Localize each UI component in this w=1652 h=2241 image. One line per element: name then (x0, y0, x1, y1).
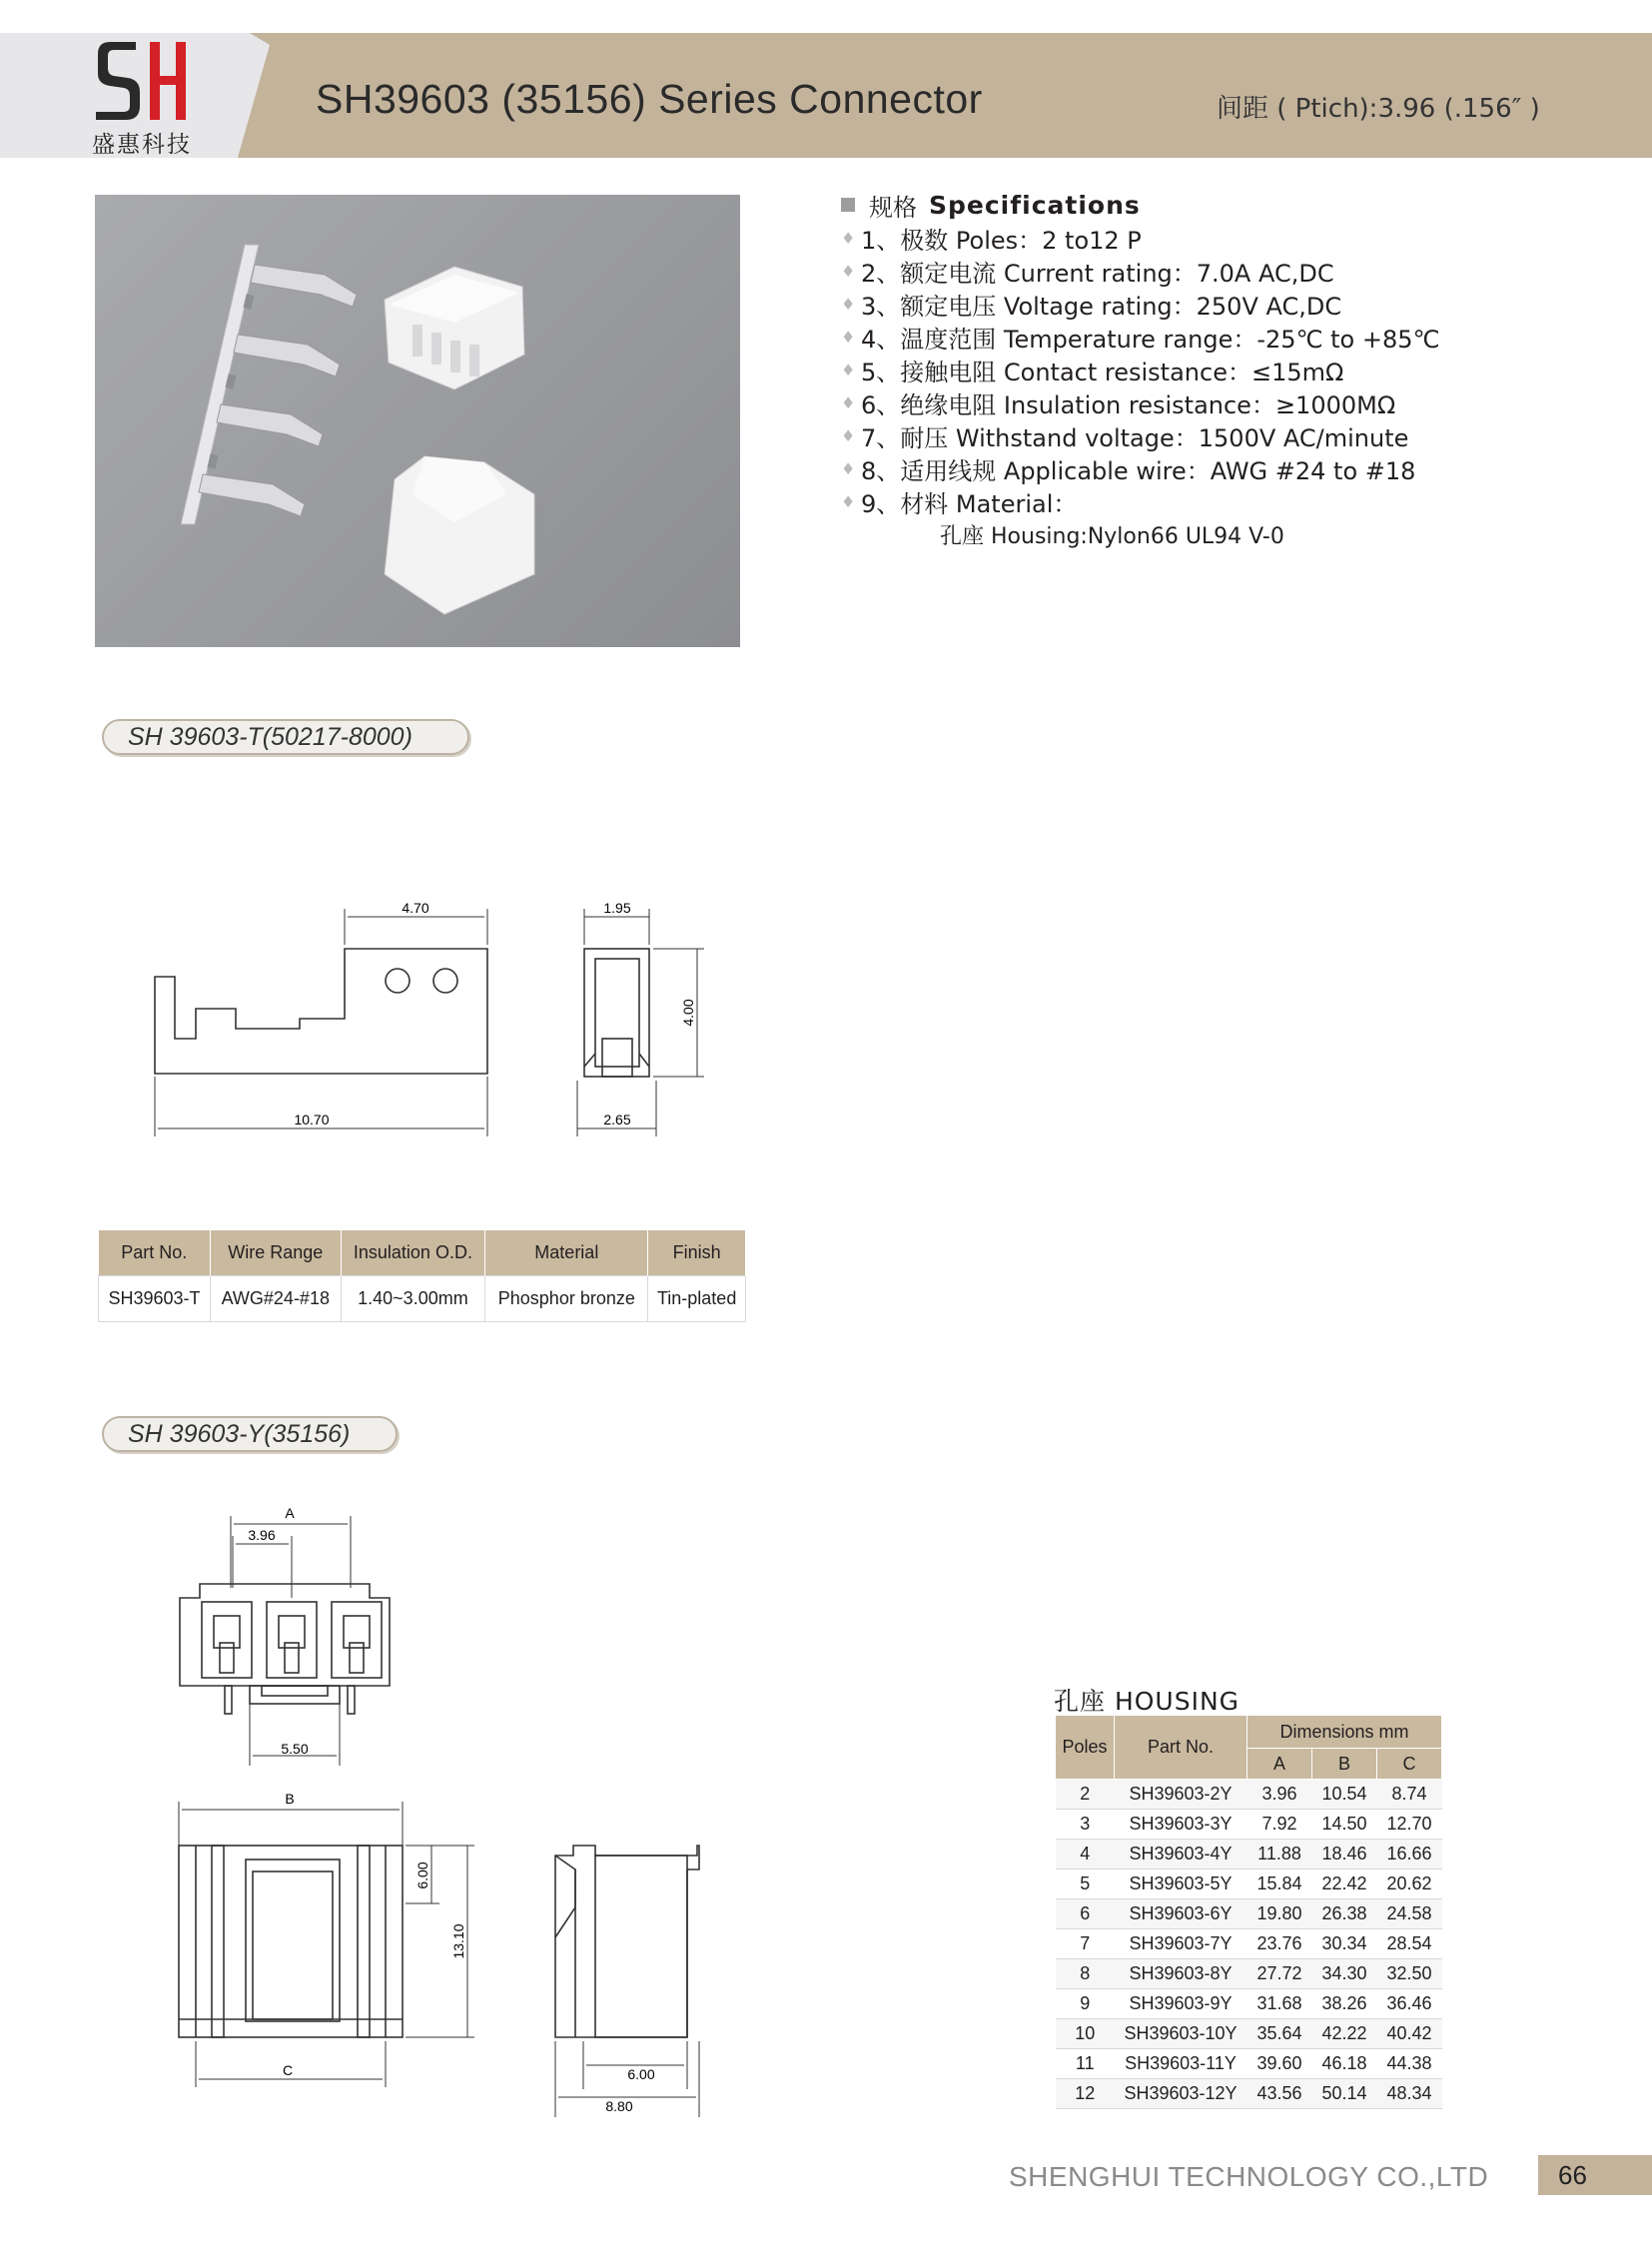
footer-company: SHENGHUI TECHNOLOGY CO.,LTD (1009, 2161, 1489, 2192)
table-cell: 10 (1056, 2019, 1115, 2049)
table-cell: 14.50 (1312, 1810, 1377, 1840)
table-cell: 36.46 (1377, 1989, 1442, 2019)
table-row (99, 1276, 746, 1322)
terminal-dim-base: 2.65 (603, 1112, 631, 1127)
terminal-dim-height: 4.00 (680, 999, 696, 1027)
table-cell: SH39603-T (99, 1276, 211, 1322)
table-header-cell: A (1247, 1749, 1312, 1780)
specifications-heading (841, 188, 1600, 222)
diamond-bullet-icon: ♦ (841, 229, 856, 248)
spec-item (841, 419, 1600, 452)
table-header-cell: Wire Range (211, 1230, 341, 1276)
spec-item (841, 485, 1600, 518)
table-cell: 27.72 (1247, 1959, 1312, 1989)
logo-text: 盛惠科技 (92, 132, 192, 158)
terminal-dim-length: 10.70 (294, 1112, 330, 1127)
table-row (1056, 2049, 1442, 2079)
table-header-row (99, 1230, 746, 1276)
table-cell: SH39603-4Y (1115, 1840, 1247, 1869)
spec-text: 8、适用线规 Applicable wire：AWG #24 to #18 (861, 457, 1416, 485)
housing-dim-b: B (285, 1791, 295, 1807)
pitch-label: 间距 ( Ptich):3.96 (.156″ ) (1217, 94, 1540, 124)
diamond-bullet-icon: ♦ (841, 328, 856, 347)
table-cell: SH39603-8Y (1115, 1959, 1247, 1989)
table-cell: 8.74 (1377, 1780, 1442, 1810)
spec-item (841, 354, 1600, 386)
housing-dim-c: C (282, 2062, 294, 2078)
diamond-bullet-icon: ♦ (841, 393, 856, 412)
table-cell: Tin-plated (648, 1276, 746, 1322)
spec-item (841, 452, 1600, 485)
table-cell: 7.92 (1247, 1810, 1312, 1840)
table-cell: 2 (1056, 1780, 1115, 1810)
housing-side-drawing (539, 1828, 719, 2117)
table-header-cell: Finish (648, 1230, 746, 1276)
table-cell: 12.70 (1377, 1810, 1442, 1840)
table-cell: SH39603-9Y (1115, 1989, 1247, 2019)
spec-text: 7、耐压 Withstand voltage：1500V AC/minute (861, 424, 1409, 452)
table-cell: 31.68 (1247, 1989, 1312, 2019)
diamond-bullet-icon: ♦ (841, 459, 856, 478)
terminal-dim-front-width: 1.95 (603, 900, 631, 916)
housing-dim-height-1: 6.00 (414, 1862, 430, 1889)
table-cell: 24.58 (1377, 1899, 1442, 1929)
housing-dim-bottom: 5.50 (281, 1741, 309, 1757)
table-cell: 44.38 (1377, 2049, 1442, 2079)
table-header-cell: Poles (1056, 1716, 1115, 1780)
table-cell: 18.46 (1312, 1840, 1377, 1869)
spec-title-zh: 规格 (869, 193, 917, 222)
table-row (1056, 1899, 1442, 1929)
table-cell: Phosphor bronze (485, 1276, 648, 1322)
spec-item (841, 321, 1600, 354)
diamond-bullet-icon: ♦ (841, 426, 856, 445)
table-cell: 38.26 (1312, 1989, 1377, 2019)
table-cell: 34.30 (1312, 1959, 1377, 1989)
housing-dim-side-width: 6.00 (627, 2066, 655, 2082)
table-cell: SH39603-7Y (1115, 1929, 1247, 1959)
table-cell: 23.76 (1247, 1929, 1312, 1959)
table-cell: 43.56 (1247, 2079, 1312, 2109)
page-number: 66 (1538, 2155, 1652, 2195)
table-cell: SH39603-12Y (1115, 2079, 1247, 2109)
terminal-dim-width: 4.70 (402, 900, 429, 916)
table-cell: 4 (1056, 1840, 1115, 1869)
table-cell: SH39603-5Y (1115, 1869, 1247, 1899)
product-photo (95, 195, 740, 647)
table-header-cell: B (1312, 1749, 1377, 1780)
table-row (1056, 1989, 1442, 2019)
table-cell: 6 (1056, 1899, 1115, 1929)
table-header-row (1056, 1716, 1442, 1749)
table-cell: 30.34 (1312, 1929, 1377, 1959)
table-cell: 1.40~3.00mm (341, 1276, 485, 1322)
table-cell: 32.50 (1377, 1959, 1442, 1989)
table-header-cell: Material (485, 1230, 648, 1276)
spec-text: 4、温度范围 Temperature range：-25℃ to +85℃ (861, 326, 1440, 354)
spec-text: 2、额定电流 Current rating：7.0A AC,DC (861, 260, 1334, 288)
spec-item (841, 386, 1600, 419)
housing-dim-a: A (285, 1505, 295, 1521)
table-header-cell: C (1377, 1749, 1442, 1780)
table-row (1056, 1929, 1442, 1959)
product-photo-drawing (95, 195, 740, 647)
specifications-block (841, 188, 1600, 550)
table-header-cell: Part No. (99, 1230, 211, 1276)
spec-item (841, 222, 1600, 255)
square-icon (841, 198, 855, 212)
table-cell: 19.80 (1247, 1899, 1312, 1929)
table-cell: 50.14 (1312, 2079, 1377, 2109)
diamond-bullet-icon: ♦ (841, 295, 856, 314)
table-cell: 7 (1056, 1929, 1115, 1959)
table-row (1056, 1840, 1442, 1869)
table-cell: 9 (1056, 1989, 1115, 2019)
spec-text: 5、接触电阻 Contact resistance：≤15mΩ (861, 359, 1344, 386)
table-row (1056, 1959, 1442, 1989)
table-cell: 3 (1056, 1810, 1115, 1840)
table-cell: 28.54 (1377, 1929, 1442, 1959)
table-cell: 8 (1056, 1959, 1115, 1989)
table-row (1056, 1869, 1442, 1899)
table-cell: 3.96 (1247, 1780, 1312, 1810)
table-header-cell: Part No. (1115, 1716, 1247, 1780)
table-cell: 15.84 (1247, 1869, 1312, 1899)
housing-front-drawing (170, 1498, 410, 1768)
terminal-section-label: SH 39603-T(50217-8000) (102, 719, 469, 755)
table-cell: 26.38 (1312, 1899, 1377, 1929)
table-cell: 5 (1056, 1869, 1115, 1899)
spec-item (841, 255, 1600, 288)
housing-table-title: 孔座 HOUSING (1054, 1687, 1240, 1716)
page-title: SH39603 (35156) Series Connector (316, 76, 983, 122)
table-row (1056, 2079, 1442, 2109)
table-cell: 39.60 (1247, 2049, 1312, 2079)
housing-dim-pitch: 3.96 (248, 1527, 276, 1543)
terminal-spec-table (98, 1230, 746, 1322)
spec-text: 9、材料 Material： (861, 490, 1078, 518)
table-cell: 48.34 (1377, 2079, 1442, 2109)
diamond-bullet-icon: ♦ (841, 361, 856, 379)
table-cell: 11 (1056, 2049, 1115, 2079)
table-cell: 20.62 (1377, 1869, 1442, 1899)
diamond-bullet-icon: ♦ (841, 262, 856, 281)
table-cell: 35.64 (1247, 2019, 1312, 2049)
housing-top-drawing (170, 1788, 509, 2107)
table-cell: 12 (1056, 2079, 1115, 2109)
table-cell: AWG#24-#18 (211, 1276, 341, 1322)
diamond-bullet-icon: ♦ (841, 492, 856, 511)
housing-dim-side-total: 8.80 (605, 2098, 633, 2114)
spec-text: 1、极数 Poles：2 to12 P (861, 227, 1142, 255)
table-header-cell: Dimensions mm (1247, 1716, 1442, 1749)
housing-dim-height-2: 13.10 (450, 1923, 466, 1959)
table-cell: SH39603-11Y (1115, 2049, 1247, 2079)
housing-section-label: SH 39603-Y(35156) (102, 1416, 398, 1452)
terminal-side-drawing (140, 889, 519, 1148)
table-cell: SH39603-10Y (1115, 2019, 1247, 2049)
terminal-front-drawing (559, 889, 729, 1148)
table-row (1056, 1810, 1442, 1840)
spec-text: 3、额定电压 Voltage rating：250V AC,DC (861, 293, 1342, 321)
table-cell: SH39603-6Y (1115, 1899, 1247, 1929)
table-cell: SH39603-3Y (1115, 1810, 1247, 1840)
table-cell: 46.18 (1312, 2049, 1377, 2079)
table-cell: 40.42 (1377, 2019, 1442, 2049)
table-cell: 11.88 (1247, 1840, 1312, 1869)
table-cell: 42.22 (1312, 2019, 1377, 2049)
table-cell: 16.66 (1377, 1840, 1442, 1869)
housing-dimensions-table (1056, 1716, 1442, 2109)
table-cell: 10.54 (1312, 1780, 1377, 1810)
spec-text: 6、绝缘电阻 Insulation resistance：≥1000MΩ (861, 391, 1396, 419)
table-row (1056, 1780, 1442, 1810)
spec-material-detail: 孔座 Housing:Nylon66 UL94 V-0 (940, 523, 1284, 549)
table-cell: SH39603-2Y (1115, 1780, 1247, 1810)
spec-item (841, 288, 1600, 321)
table-header-cell: Insulation O.D. (341, 1230, 485, 1276)
table-cell: 22.42 (1312, 1869, 1377, 1899)
spec-title-en: Specifications (929, 190, 1141, 220)
table-row (1056, 2019, 1442, 2049)
